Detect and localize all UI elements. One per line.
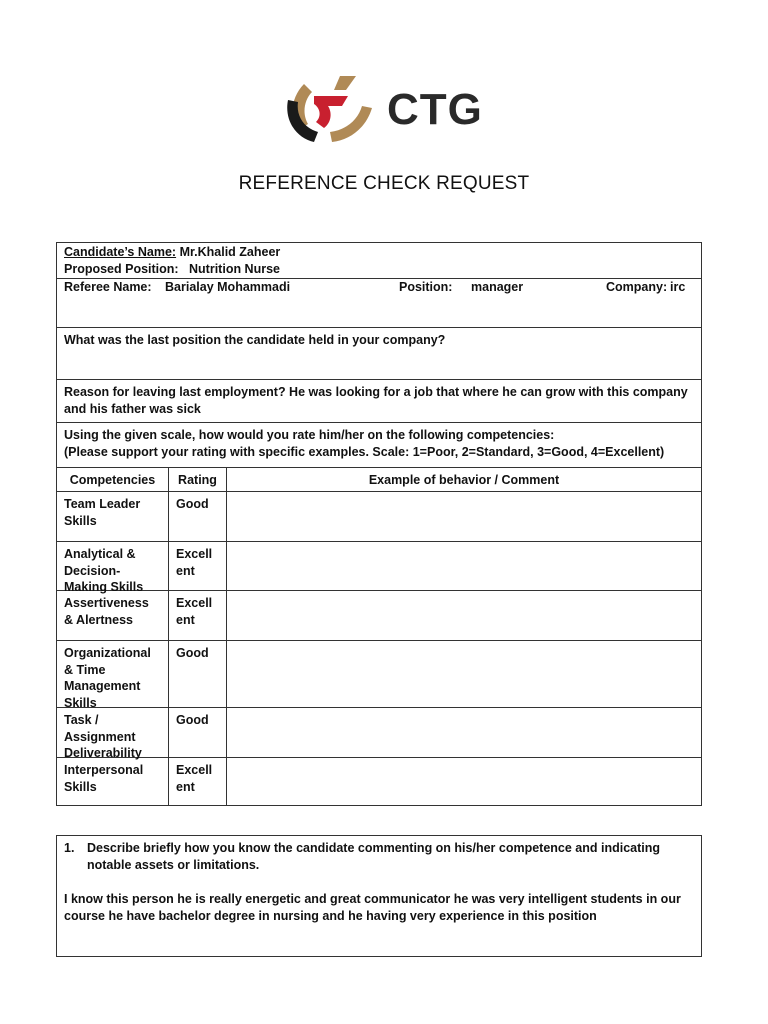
- referee-position-value: manager: [471, 280, 524, 294]
- candidate-name-label: Candidate’s Name:: [64, 245, 177, 259]
- competency-cell: Organizational & Time Management Skills: [57, 641, 169, 707]
- header-competencies: Competencies: [57, 468, 169, 491]
- ctg-logo: [284, 72, 494, 150]
- referee-position-label: Position:: [399, 280, 453, 294]
- rating-cell: Excellent: [169, 542, 227, 590]
- referee-company-value: irc: [670, 280, 686, 294]
- last-position-question: What was the last position the candidate held in your company?: [57, 327, 701, 379]
- question-1: [57, 836, 701, 929]
- scale-line-2: (Please support your rating with specific examples. Scale: 1=Poor, 2=Standard, 3=Good, 4=Excellent): [64, 444, 665, 459]
- comment-cell: [227, 758, 701, 805]
- rating-cell: Good: [169, 708, 227, 757]
- comment-cell: [227, 591, 701, 640]
- referee-name-value: Barialay Mohammadi: [165, 280, 291, 294]
- competency-cell: Analytical & Decision-Making Skills: [57, 542, 169, 590]
- table-row: [57, 757, 701, 805]
- logo-text: CTG: [387, 85, 483, 134]
- rating-cell: Good: [169, 492, 227, 541]
- comment-cell: [227, 641, 701, 707]
- table-row: [57, 707, 701, 760]
- proposed-position-line: [64, 261, 694, 278]
- proposed-position-value: Nutrition Nurse: [189, 261, 280, 276]
- comment-cell: [227, 542, 701, 590]
- comment-cell: [227, 708, 701, 757]
- table-row: [57, 491, 701, 541]
- question-1-box: [56, 835, 702, 957]
- comment-cell: [227, 492, 701, 541]
- question-1-number: 1.: [64, 841, 75, 855]
- scale-line-1: Using the given scale, how would you rate him/her on the following competencies:: [64, 428, 555, 442]
- question-1-text: Describe briefly how you know the candidate commenting on his/her competence and indicating notable assets or limitations.: [87, 841, 661, 872]
- table-row: [57, 640, 701, 710]
- competency-cell: Team Leader Skills: [57, 492, 169, 541]
- question-1-answer: I know this person he is really energetic and great communicator he was very intelligent students in our course he have bachelor degree in nursing and he having very experience in this position: [64, 892, 681, 923]
- rating-cell: Good: [169, 641, 227, 707]
- table-row: [57, 541, 701, 594]
- header-comment: Example of behavior / Comment: [368, 473, 560, 487]
- referee-company-label: Company:: [606, 280, 668, 294]
- competency-cell: Task / Assignment Deliverability: [57, 708, 169, 757]
- proposed-position-label: Proposed Position:: [64, 261, 179, 276]
- candidate-name-line: [64, 244, 694, 261]
- ctg-emblem-icon: [284, 72, 380, 150]
- referee-section: [57, 278, 701, 327]
- candidate-section: [57, 243, 701, 278]
- referee-name-label: Referee Name:: [64, 280, 152, 294]
- competency-table-header: [57, 467, 701, 491]
- page-title: REFERENCE CHECK REQUEST: [238, 173, 530, 194]
- rating-cell: Excellent: [169, 591, 227, 640]
- reference-form: [56, 242, 702, 806]
- competency-cell: Assertiveness & Alertness: [57, 591, 169, 640]
- reason-for-leaving: Reason for leaving last employment? He was looking for a job that where he can grow with this company and his father was sick: [57, 379, 701, 422]
- competency-cell: Interpersonal Skills: [57, 758, 169, 805]
- header-rating: Rating: [169, 468, 227, 491]
- question-1-prompt: [64, 840, 694, 874]
- rating-cell: Excellent: [169, 758, 227, 805]
- rating-scale-instructions: [57, 422, 701, 467]
- table-row: [57, 590, 701, 640]
- candidate-name-value: Mr.Khalid Zaheer: [179, 245, 281, 259]
